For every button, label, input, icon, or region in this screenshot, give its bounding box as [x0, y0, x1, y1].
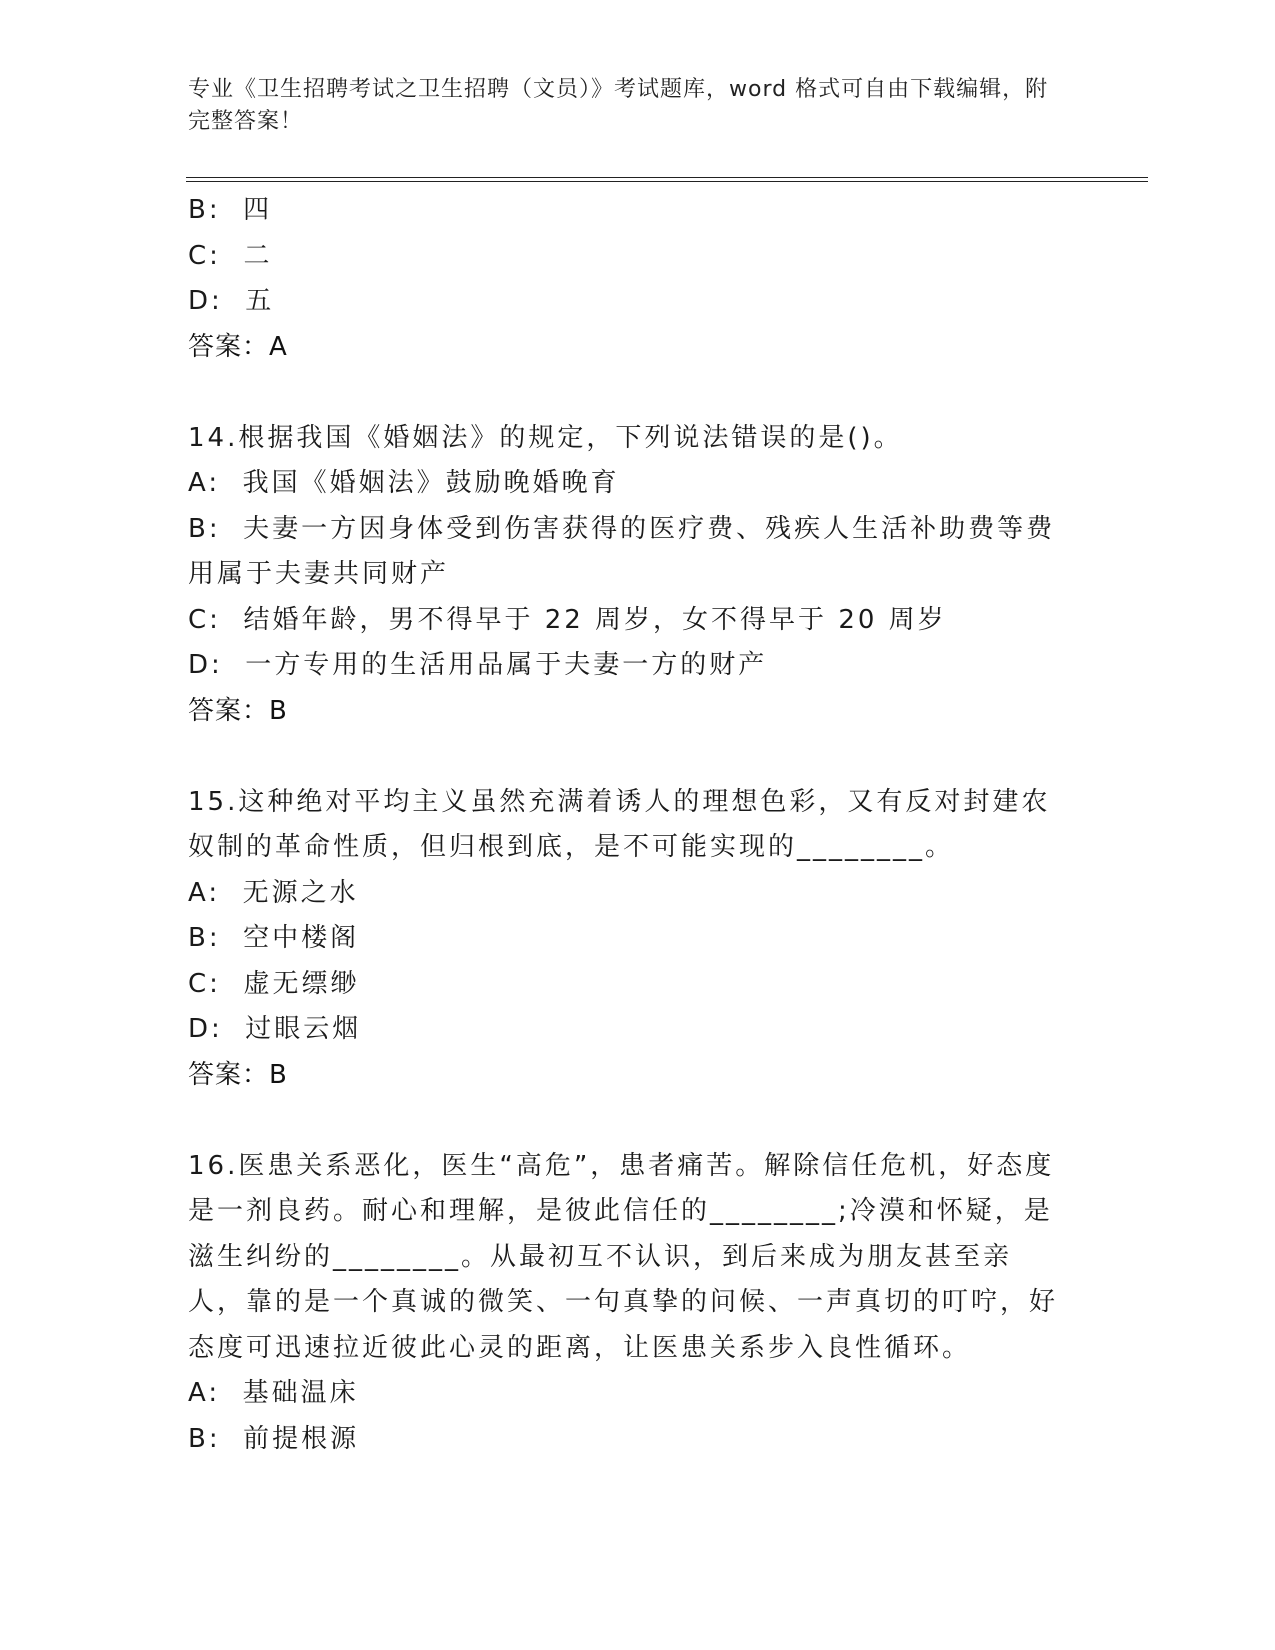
option-a: A: 无源之水 — [188, 877, 359, 908]
question-16 — [188, 1144, 1068, 1463]
option-b: B: 空中楼阁 — [188, 923, 360, 953]
option-a: A: 基础温床 — [188, 1378, 359, 1408]
option-c: C: 虚无缥缈 — [188, 968, 360, 999]
option-a: A: 我国《婚姻法》鼓励晚婚晚育 — [188, 468, 620, 498]
option-b: B: 前提根源 — [188, 1423, 360, 1454]
header-divider-top — [186, 177, 1148, 178]
spacer — [188, 370, 1068, 416]
answer-line: 答案：A — [188, 331, 288, 362]
question-stem: 15.这种绝对平均主义虽然充满着诱人的理想色彩，又有反对封建农奴制的革命性质，但归根到底，是不可能实现的________。 — [188, 786, 1051, 862]
header-divider-bottom — [186, 181, 1148, 182]
page-header: 专业《卫生招聘考试之卫生招聘（文员）》考试题库，word 格式可自由下载编辑，附完整答案！ — [188, 77, 1049, 134]
option-c: C: 结婚年龄，男不得早于 22 周岁，女不得早于 20 周岁 — [188, 604, 947, 635]
answer-line: 答案：B — [188, 695, 288, 726]
spacer — [188, 1098, 1068, 1144]
option-d: D: 五 — [188, 286, 275, 316]
question-13 — [188, 188, 1068, 370]
question-stem: 16.医患关系恶化，医生“高危”，患者痛苦。解除信任危机，好态度是一剂良药。耐心和理解，是彼此信任的________;冷漠和怀疑，是滋生纠纷的________。从最初互不认识，到后来成为朋友甚至亲人，靠的是一个真诚的微笑、一句真挚的问候、一声真切的叮咛，好态度可迅速拉近彼此心灵的距离，让医患关系步入良性循环。 — [188, 1150, 1059, 1363]
option-c: C: 二 — [188, 240, 273, 271]
answer-line: 答案：B — [188, 1059, 288, 1090]
option-d: D: 过眼云烟 — [188, 1014, 362, 1044]
question-14 — [188, 416, 1068, 735]
option-b: B: 四 — [188, 195, 273, 225]
question-stem: 14.根据我国《婚姻法》的规定，下列说法错误的是()。 — [188, 422, 903, 453]
option-b: B: 夫妻一方因身体受到伤害获得的医疗费、残疾人生活补助费等费用属于夫妻共同财产 — [188, 513, 1056, 589]
option-d: D: 一方专用的生活用品属于夫妻一方的财产 — [188, 650, 768, 680]
question-content — [188, 188, 1068, 1462]
spacer — [188, 734, 1068, 780]
question-15 — [188, 780, 1068, 1099]
